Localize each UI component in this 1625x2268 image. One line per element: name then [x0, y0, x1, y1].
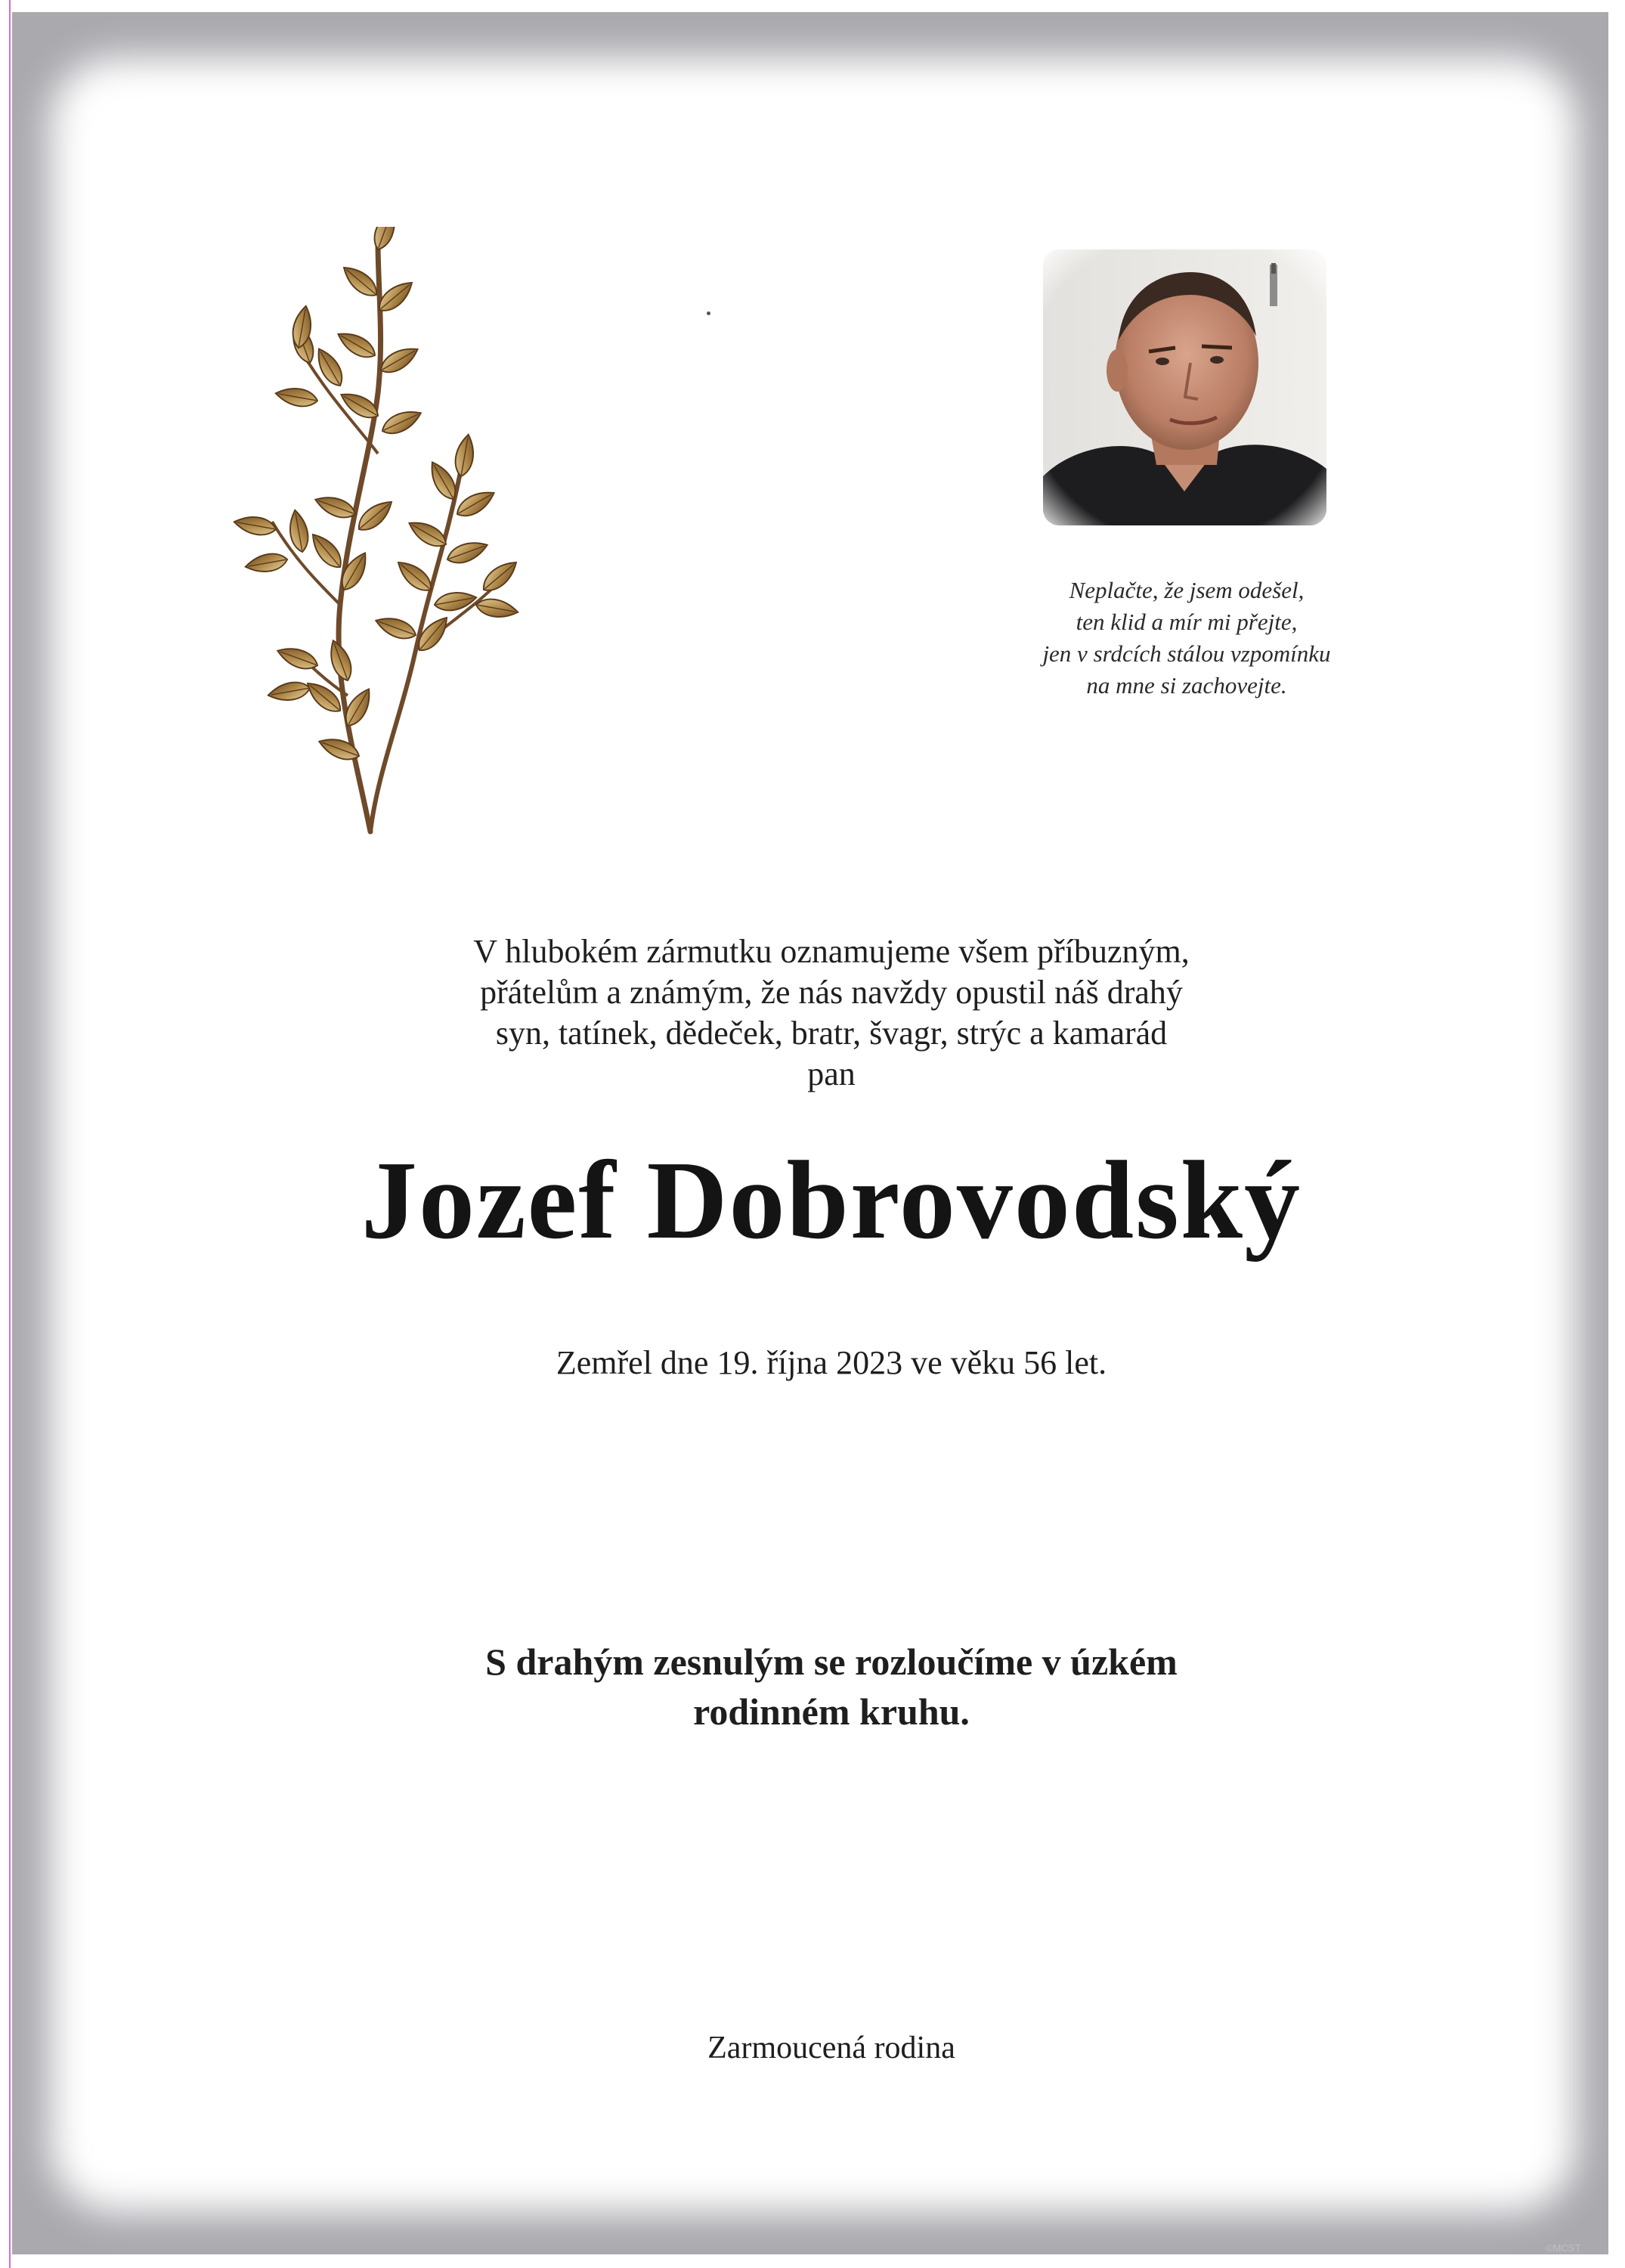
poem-line: jen v srdcích stálou vzpomínku	[1042, 640, 1331, 667]
farewell-notice	[249, 1637, 1413, 1737]
deceased-name: Jozef Dobrovodský	[361, 1139, 1302, 1263]
farewell-line: S drahým zesnulým se rozloučíme v úzkém	[485, 1641, 1178, 1683]
farewell-line: rodinném kruhu.	[693, 1690, 970, 1733]
scan-speck	[707, 311, 710, 315]
portrait-photo	[1043, 249, 1326, 525]
family-signature: Zarmoucená rodina	[707, 2031, 955, 2065]
announcement-line: V hlubokém zármutku oznamujeme všem příbuzným,	[473, 933, 1190, 970]
laurel-branch-icon	[227, 227, 529, 847]
watermark: ©MCST	[1546, 2242, 1581, 2254]
announcement-line: přátelům a známým, že nás navždy opustil náš drahý	[480, 974, 1183, 1011]
memorial-poem	[960, 575, 1413, 702]
announcement-line: pan	[807, 1055, 856, 1092]
announcement-text	[287, 931, 1376, 1095]
death-notice: Zemřel dne 19. října 2023 ve věku 56 let.	[556, 1344, 1107, 1381]
poem-line: Neplačte, že jsem odešel,	[1069, 577, 1305, 603]
poem-line: ten klid a mír mi přejte,	[1076, 609, 1298, 635]
announcement-line: syn, tatínek, dědeček, bratr, švagr, strýc a kamarád	[495, 1015, 1168, 1052]
poem-line: na mne si zachovejte.	[1086, 672, 1287, 699]
